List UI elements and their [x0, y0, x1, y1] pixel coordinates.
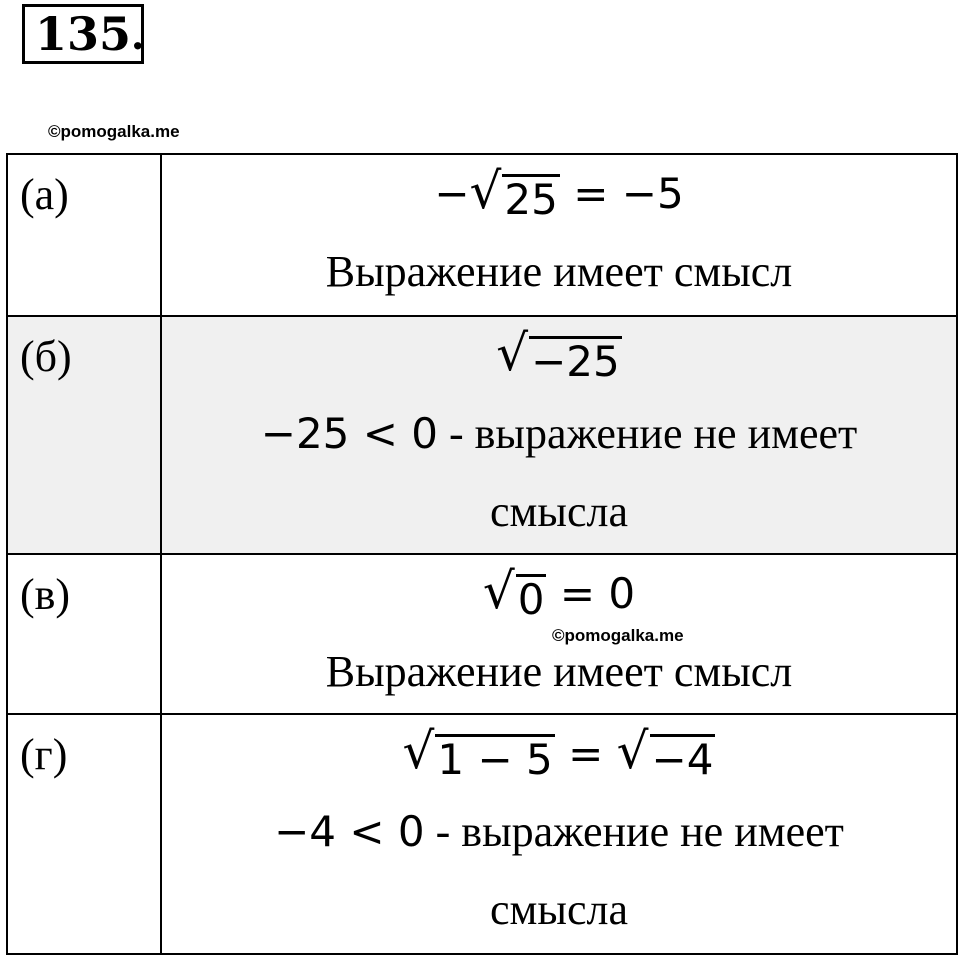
table-row — [7, 714, 957, 954]
radicand: 25 — [504, 175, 558, 224]
conclusion-text: - выражение не имеет — [424, 807, 844, 856]
radical-sign: √ — [469, 162, 502, 220]
radical-sign: √ — [482, 562, 515, 620]
conclusion-text: Выражение имеет смысл — [325, 247, 793, 296]
math-suffix: = 0 — [546, 569, 636, 618]
task-number: 135 — [35, 7, 132, 61]
task-number-box — [22, 4, 144, 64]
row-content — [161, 316, 957, 554]
task-number-dot: . — [132, 8, 144, 59]
radicand: −25 — [531, 337, 620, 386]
conclusion-text-continued: смысла — [490, 487, 628, 536]
row-label: (г) — [7, 714, 161, 954]
sqrt-expression — [496, 324, 622, 386]
table-row — [7, 316, 957, 554]
math-line — [162, 317, 956, 395]
table-row — [7, 154, 957, 316]
sqrt-expression — [482, 562, 547, 624]
radical-sign: √ — [496, 324, 529, 382]
radical-sign: √ — [616, 722, 649, 780]
radical-sign: √ — [402, 722, 435, 780]
conclusion-line — [162, 395, 956, 473]
radicand: 0 — [517, 575, 545, 624]
sqrt-expression — [469, 162, 560, 224]
solution-table — [6, 153, 958, 955]
sqrt-expression-result — [616, 722, 716, 784]
conclusion-text-continued: смысла — [490, 885, 628, 934]
radicand: 1 − 5 — [437, 735, 553, 784]
sqrt-expression — [402, 722, 555, 784]
row-label: (б) — [7, 316, 161, 554]
math-line — [162, 155, 956, 233]
row-content — [161, 154, 957, 316]
conclusion-text: Выражение имеет смысл — [325, 647, 793, 696]
math-line — [162, 715, 956, 793]
watermark-top: ©pomogalka.me — [48, 122, 180, 141]
math-line — [162, 555, 956, 633]
row-content — [161, 714, 957, 954]
math-prefix: − — [434, 169, 470, 218]
watermark-middle: ©pomogalka.me — [552, 626, 684, 645]
row-label: (в) — [7, 554, 161, 714]
row-label: (а) — [7, 154, 161, 316]
inequality: −25 < 0 — [260, 409, 438, 458]
inequality: −4 < 0 — [274, 807, 425, 856]
conclusion-line — [162, 793, 956, 871]
math-equals: = — [554, 729, 617, 778]
math-suffix: = −5 — [559, 169, 684, 218]
radicand: −4 — [651, 735, 714, 784]
conclusion-text: - выражение не имеет — [438, 409, 858, 458]
table-row — [7, 554, 957, 714]
